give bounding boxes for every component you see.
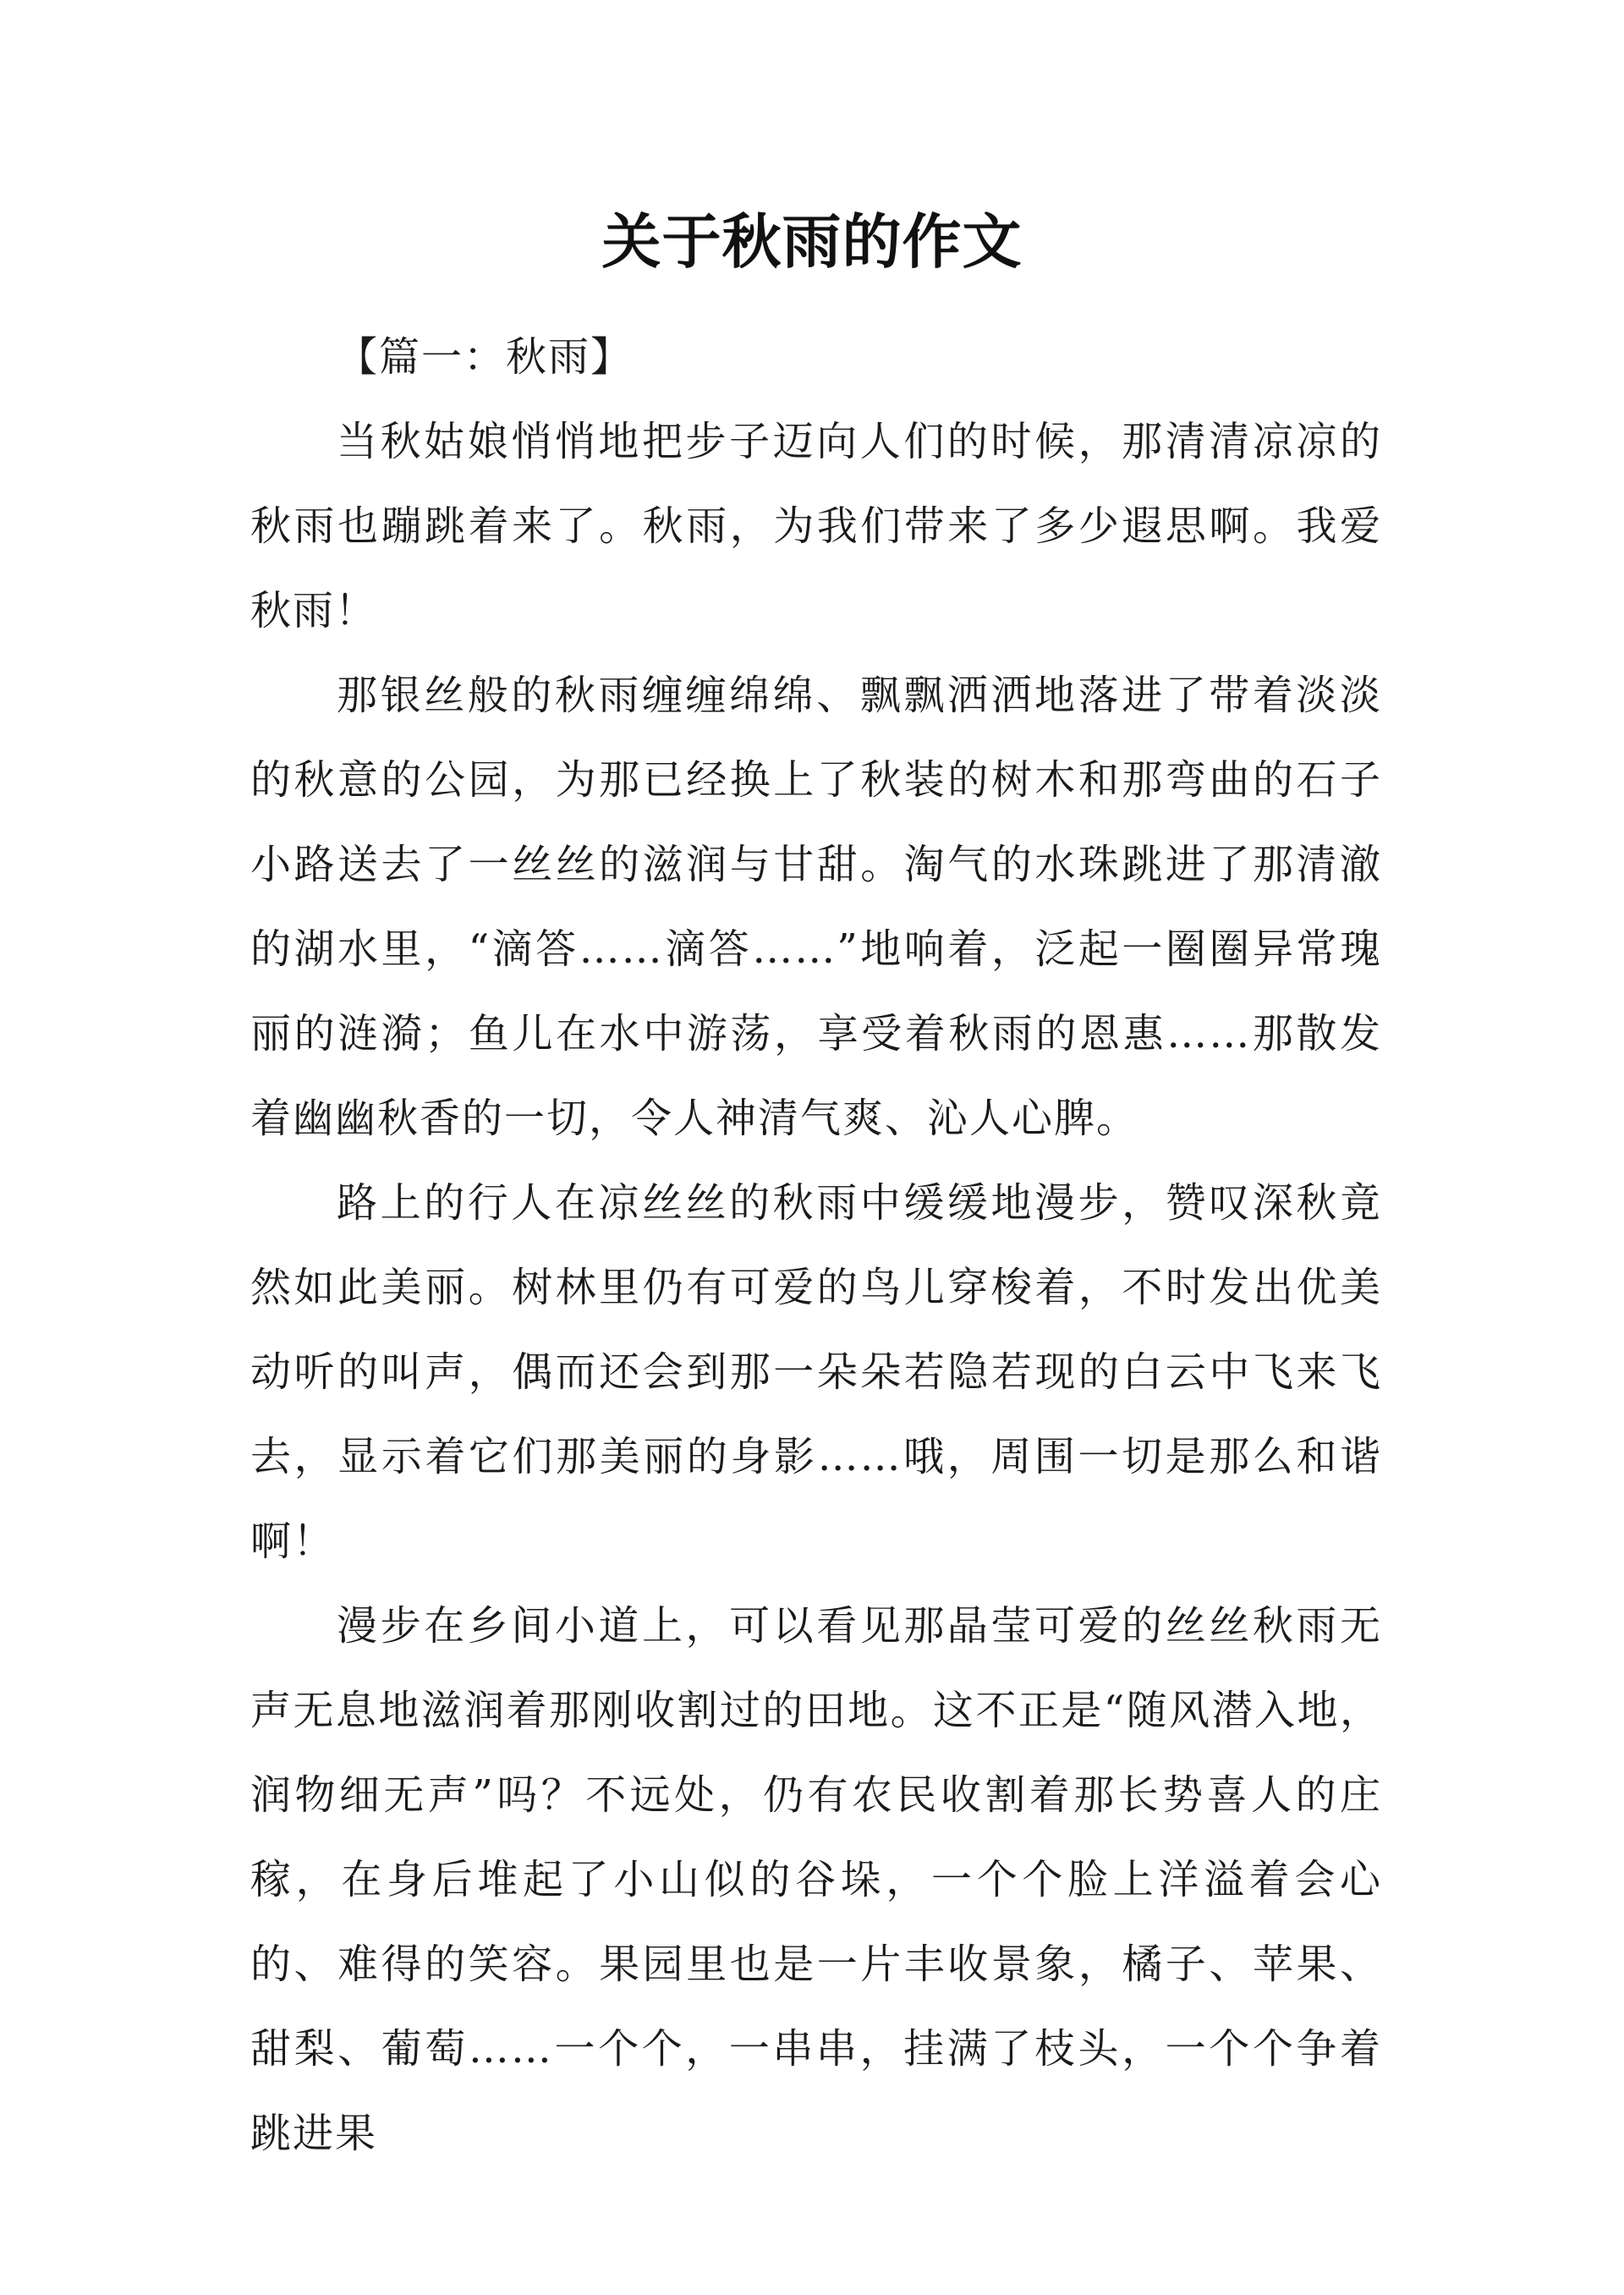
document-body [250, 315, 1382, 2176]
paragraph-3: 路上的行人在凉丝丝的秋雨中缓缓地漫步，赞叹深秋竟然如此美丽。树林里仍有可爱的鸟儿穿梭着，不时发出优美动听的叫声，偶而还会到那一朵朵若隐若现的白云中飞来飞去，显示着它们那美丽的身影……哦，周围一切是那么和谐啊！ [250, 1179, 1382, 1565]
page-title: 关于秋雨的作文 [601, 207, 1023, 277]
paragraph-2: 那银丝般的秋雨缠缠绵绵、飘飘洒洒地落进了带着淡淡的秋意的公园，为那已经换上了秋装的树木和那弯曲的石子小路送去了一丝丝的滋润与甘甜。淘气的水珠跳进了那清澈的湖水里，“滴答……滴答……”地响着，泛起一圈圈异常瑰丽的涟漪；鱼儿在水中游荡，享受着秋雨的恩惠……那散发着幽幽秋香的一切，令人神清气爽、沁人心脾。 [250, 672, 1382, 1142]
section-heading: 【篇一：秋雨】 [337, 333, 634, 381]
paragraph-4: 漫步在乡间小道上，可以看见那晶莹可爱的丝丝秋雨无声无息地滋润着那刚收割过的田地。这不正是“随风潜入地，润物细无声”吗？不远处，仍有农民收割着那长势喜人的庄稼，在身后堆起了小山似的谷垛，一个个脸上洋溢着会心的、难得的笑容。果园里也是一片丰收景象，橘子、苹果、甜梨、葡萄……一个个，一串串，挂满了枝头，一个个争着跳进果 [250, 1602, 1382, 2157]
paragraph-1: 当秋姑娘悄悄地把步子迈向人们的时候，那清清凉凉的秋雨也蹦跳着来了。秋雨，为我们带来了多少遐思啊。我爱秋雨！ [250, 418, 1382, 634]
